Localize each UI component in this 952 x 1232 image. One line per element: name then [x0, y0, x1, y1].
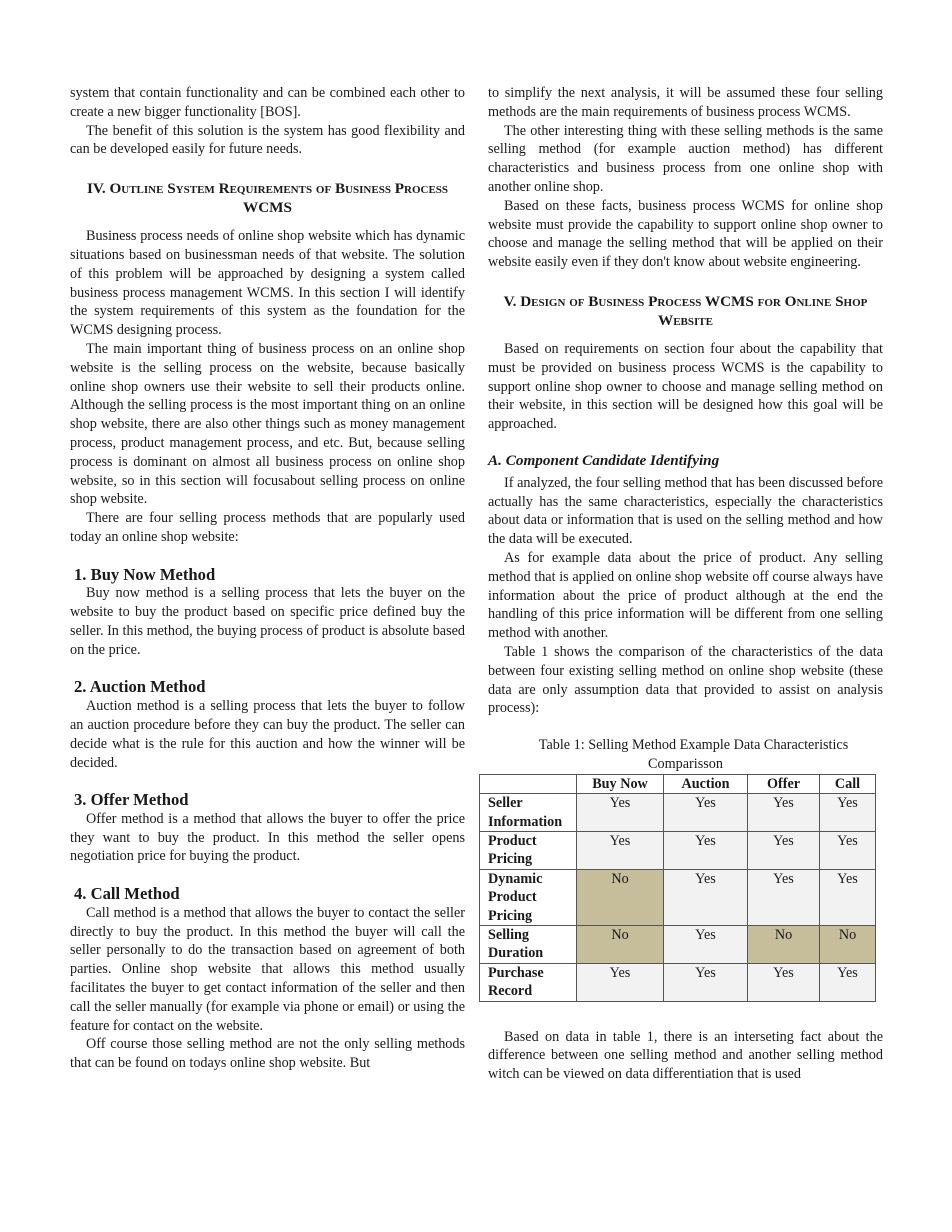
table-cell: Yes [664, 794, 748, 832]
paragraph: As for example data about the price of product. Any selling method that is applied on online shop website off course always have information about the price of product although at the end the handling of this price information will be different from one selling method with another. [488, 549, 883, 642]
table-cell: Yes [577, 794, 664, 832]
table-cell-highlighted: No [577, 869, 664, 925]
paragraph: Based on requirements on section four about the capability that must be provided on business process WCMS is the capability to support online shop owner to choose and manage selling method on their website, in this section will be designed how this goal will be approached. [488, 340, 883, 433]
table-cell: Yes [748, 794, 820, 832]
row-label: Purchase Record [480, 963, 577, 1001]
table-header-row [480, 774, 876, 793]
paragraph: Offer method is a method that allows the buyer to offer the price they want to buy the product. In this method the seller opens negotiation price for buying the product. [70, 810, 465, 865]
table-cell: Yes [820, 794, 876, 832]
table-row [480, 831, 876, 869]
paragraph: Based on data in table 1, there is an interseting fact about the difference between one selling method and another selling method witch can be viewed on data differentiation that is used [488, 1028, 883, 1083]
paragraph: The other interesting thing with these selling methods is the same selling method (for example auction method) has different characteristics and business process from one online shop with another online shop. [488, 122, 883, 195]
paragraph: Table 1 shows the comparison of the characteristics of the data between four existing selling method on online shop website (these data are only assumption data that provided to assist on analysis process): [488, 643, 883, 717]
table-cell: Yes [748, 963, 820, 1001]
paragraph: Off course those selling method are not the only selling methods that can be found on todays online shop website. But [70, 1036, 465, 1072]
method-heading: 1. Buy Now Method [74, 564, 216, 584]
section-heading-v: V. Design of Business Process WCMS for Online Shop Website [503, 292, 868, 329]
paragraph: Business process needs of online shop website which has dynamic situations based on businessman needs of that website. The solution of this problem will be approached by designing a system called business process management WCMS. In this section I will identify the system requirements of this system as the foundation for the WCMS designing process. [70, 228, 465, 339]
row-label: Selling Duration [480, 925, 577, 963]
table-cell-highlighted: No [577, 925, 664, 963]
table-corner-cell [480, 774, 577, 793]
paragraph: The benefit of this solution is the system has good flexibility and can be developed easily for future needs. [70, 122, 465, 158]
subsection-heading-a: A. Component Candidate Identifying [488, 451, 720, 469]
column-header: Offer [748, 774, 820, 793]
table-caption: Table 1: Selling Method Example Data Characteristics Comparisson [538, 737, 849, 772]
row-label: Dynamic Product Pricing [480, 869, 577, 925]
table-cell: Yes [748, 869, 820, 925]
comparison-table [479, 774, 876, 1002]
table-row [480, 925, 876, 963]
table-cell: Yes [820, 831, 876, 869]
table-cell: Yes [664, 925, 748, 963]
table-row [480, 794, 876, 832]
table-cell: Yes [664, 869, 748, 925]
table-row [480, 963, 876, 1001]
column-header: Auction [664, 774, 748, 793]
table-row [480, 869, 876, 925]
paragraph: There are four selling process methods that are popularly used today an online shop website: [70, 510, 465, 545]
table-cell: Yes [748, 831, 820, 869]
paragraph: The main important thing of business process on an online shop website is the selling process on the website, because basically online shop owners use their website to sell their products online. Although the selling process is the most important thing on an online shop website, there are also other things such as money management process, product management process, and etc. But, because selling process is dominant on almost all business process on online shop website, so in this section will focusabout selling process on online shop website. [70, 340, 465, 508]
paragraph: Auction method is a selling process that lets the buyer to follow an auction procedure before they can buy the product. The seller can decide what is the rule for this auction and how the winner will be decided. [70, 698, 465, 771]
paragraph: system that contain functionality and can be combined each other to create a new bigger functionality [BOS]. [70, 85, 465, 120]
column-header: Buy Now [577, 774, 664, 793]
paragraph: Buy now method is a selling process that lets the buyer on the website to buy the product based on specific price defined buy the seller. In this method, the buying process of product is absolute based on the price. [70, 585, 465, 658]
table-cell: Yes [577, 831, 664, 869]
table-cell: Yes [820, 963, 876, 1001]
table-cell: Yes [577, 963, 664, 1001]
table-cell: Yes [664, 831, 748, 869]
paragraph: Based on these facts, business process WCMS for online shop website must provide the capability to support online shop owner to choose and manage the selling method that will be applied on their website easily even if they don't know about website engineering. [488, 197, 883, 271]
method-heading: 4. Call Method [74, 884, 180, 904]
method-heading: 2. Auction Method [74, 677, 206, 697]
table-cell: Yes [664, 963, 748, 1001]
method-heading: 3. Offer Method [74, 790, 189, 810]
section-heading-iv: IV. Outline System Requirements of Business Process WCMS [86, 180, 449, 217]
paragraph: Call method is a method that allows the buyer to contact the seller directly to buy the product. In this method the buyer will call the seller personally to do the transaction based on agreement of both parties. Online shop website that allows this method usually facilitates the buyer to get contact information of the seller and then call the seller manually (for example via phone or email) or using the feature for contact on the website. [70, 904, 465, 1034]
table-cell-highlighted: No [820, 925, 876, 963]
row-label: Seller Information [480, 794, 577, 832]
row-label: Product Pricing [480, 831, 577, 869]
table-cell-highlighted: No [748, 925, 820, 963]
paragraph: to simplify the next analysis, it will be assumed these four selling methods are the main requirements of business process WCMS. [488, 85, 883, 120]
left-column [70, 84, 465, 1073]
column-header: Call [820, 774, 876, 793]
right-column [488, 84, 883, 1084]
paragraph: If analyzed, the four selling method that has been discussed before actually has the same characteristics, especially the characteristics about data or information that is used on the selling method and how the data will be executed. [488, 474, 883, 548]
table-cell: Yes [820, 869, 876, 925]
